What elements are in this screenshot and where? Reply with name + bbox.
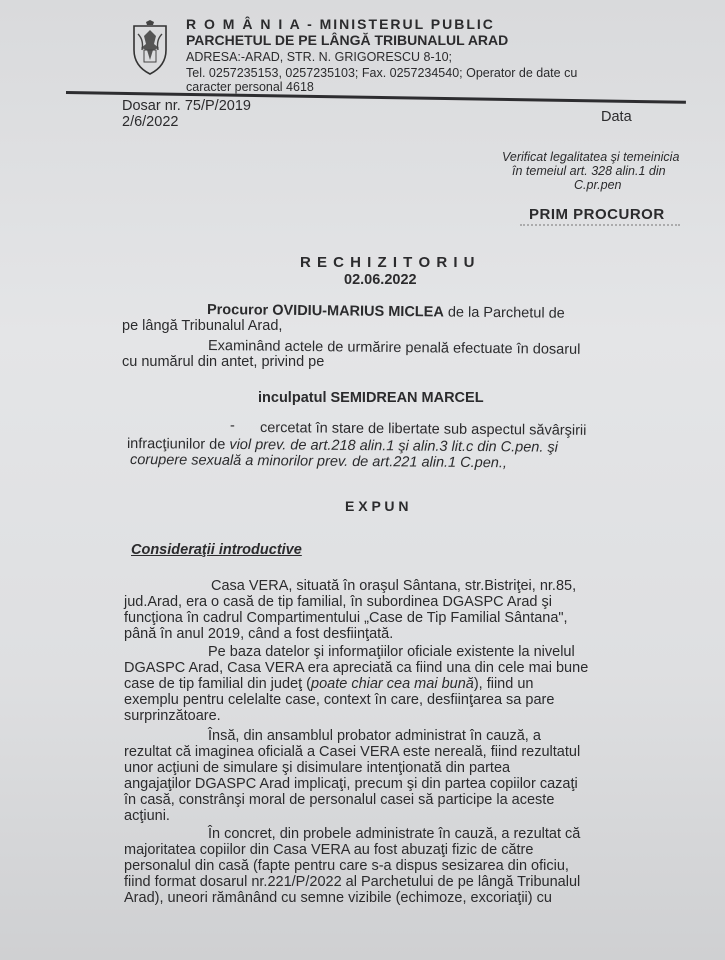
procuror-label: Procuror xyxy=(206,302,273,319)
verification-line-1: Verificat legalitatea şi temeinicia xyxy=(502,150,680,164)
expun-heading: E X P U N xyxy=(345,498,409,514)
body-line-7b: ), fiind un xyxy=(473,676,534,692)
case-date: 2/6/2022 xyxy=(122,114,179,130)
charge-line-3: corupere sexuală a minorilor prev. de art.221 alin.1 C.pen., xyxy=(129,452,507,472)
body-line-3: funcţiona în cadrul Compartimentului „Case de Tip Familial Sântana", xyxy=(124,610,568,626)
body-line-11: rezultat că imaginea oficială a Casei VERA este nereală, fiind rezultatul xyxy=(124,744,581,760)
body-line-15: acţiuni. xyxy=(124,808,170,824)
body-line-13: angajaţilor DGASPC Arad implicaţi, precum şi din partea copiilor cazaţi xyxy=(124,776,578,792)
body-line-18: personalul din casă (fapte pentru care s-a dispus sesizarea din oficiu, xyxy=(124,858,569,874)
charge-dash: - xyxy=(230,418,235,434)
body-line-10: Însă, din ansamblul probator administrat în cauză, a xyxy=(208,728,541,744)
body-line-7-italic: poate chiar cea mai bună xyxy=(311,676,474,692)
body-line-9: surprinzătoare. xyxy=(124,708,221,724)
body-line-4: până în anul 2019, când a fost desfiinţată. xyxy=(124,626,394,642)
intro-line-3: Examinând actele de urmărire penală efectuate în dosarul xyxy=(207,338,581,358)
procuror-name: OVIDIU-MARIUS MICLEA xyxy=(272,302,444,321)
charge-line-1: cercetat în stare de libertate sub aspectul săvârşirii xyxy=(259,420,587,439)
body-line-14: în casă, constrânşi moral de personalul casei să participe la aceste xyxy=(124,792,555,808)
data-label: Data xyxy=(601,109,632,125)
section-heading: Consideraţii introductive xyxy=(131,542,302,558)
header-contact: Tel. 0257235153, 0257235103; Fax. 0257234540; Operator de date cu xyxy=(186,66,578,80)
intro-line-2: pe lângă Tribunalul Arad, xyxy=(122,318,283,334)
verification-line-2: în temeiul art. 328 alin.1 din xyxy=(512,164,666,178)
coat-of-arms-icon xyxy=(126,20,174,76)
body-line-8: exemplu pentru celelalte case, context în care, desfiinţarea sa pare xyxy=(124,692,555,708)
body-line-7a: case de tip familial din judeţ ( xyxy=(124,676,311,692)
charge-viol: viol prev. de art.218 alin.1 şi alin.3 lit.c din C.pen. şi xyxy=(229,436,558,456)
body-line-1: Casa VERA, situată în oraşul Sântana, str.Bistriţei, nr.85, xyxy=(211,578,577,594)
procuror-office: de la Parchetul de xyxy=(443,304,565,322)
body-line-2: jud.Arad, era o casă de tip familial, în subordinea DGASPC Arad şi xyxy=(124,594,552,610)
header-line-2: PARCHETUL DE PE LÂNGĂ TRIBUNALUL ARAD xyxy=(186,32,509,48)
body-line-17: majoritatea copiilor din Casa VERA au fost abuzaţi fizic de către xyxy=(124,842,534,858)
body-line-6: DGASPC Arad, Casa VERA era apreciată ca fiind una din cele mai bune xyxy=(124,660,589,676)
charge-intro: infracţiunilor de xyxy=(126,436,230,453)
case-number: Dosar nr. 75/P/2019 xyxy=(122,98,251,114)
defendant-name: inculpatul SEMIDREAN MARCEL xyxy=(258,390,484,406)
prim-procuror-title: PRIM PROCUROR xyxy=(529,206,665,223)
body-line-20: Arad), uneori rămânând cu semne vizibile (echimoze, excoriaţii) cu xyxy=(124,890,552,906)
header-line-1: R O M Â N I A - MINISTERUL PUBLIC xyxy=(186,16,495,32)
body-line-19: fiind format dosarul nr.221/P/2022 al Parchetului de pe lângă Tribunalul xyxy=(124,874,581,890)
body-line-16: În concret, din probele administrate în cauză, a rezultat că xyxy=(208,826,581,842)
verification-line-3: C.pr.pen xyxy=(574,178,622,192)
header-address: ADRESA:-ARAD, STR. N. GRIGORESCU 8-10; xyxy=(186,50,453,64)
document-title: R E C H I Z I T O R I U xyxy=(300,254,476,271)
signature-mark xyxy=(520,224,680,232)
document-date: 02.06.2022 xyxy=(344,272,417,288)
body-line-12: unor acţiuni de simulare şi disimulare intenţionată din partea xyxy=(124,760,511,776)
body-line-5: Pe baza datelor şi informaţiilor oficiale existente la nivelul xyxy=(208,644,575,660)
header-operator: caracter personal 4618 xyxy=(186,80,314,94)
intro-line-4: cu numărul din antet, privind pe xyxy=(122,354,325,370)
